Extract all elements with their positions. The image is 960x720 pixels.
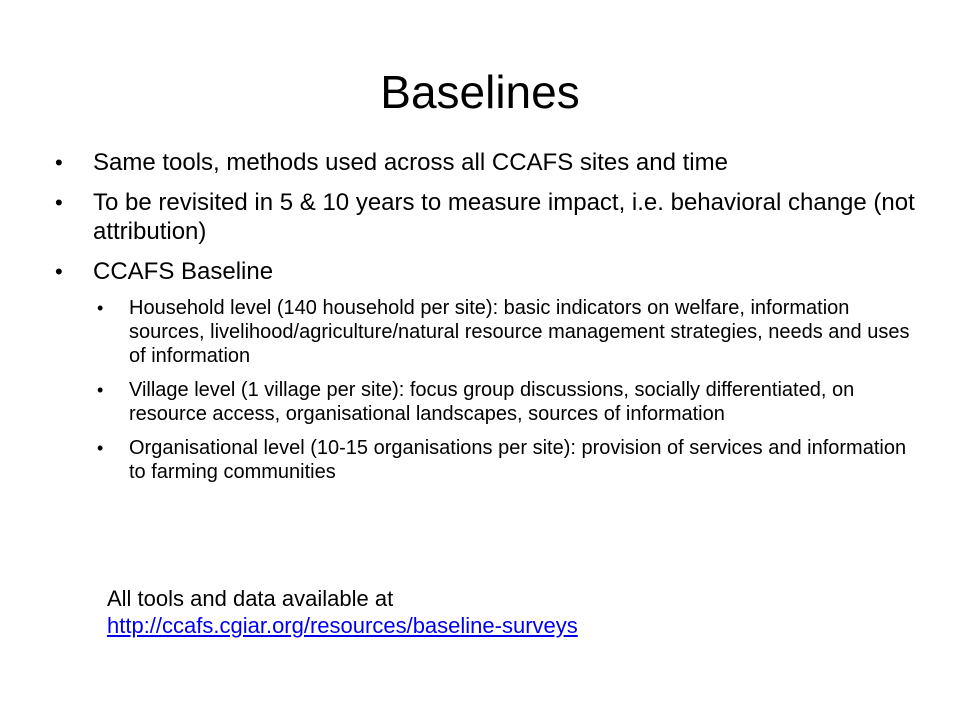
baseline-surveys-link[interactable]: http://ccafs.cgiar.org/resources/baseline-surveys	[107, 613, 578, 638]
bullet-icon: •	[97, 380, 104, 400]
bullet-icon: •	[55, 259, 63, 284]
sub-bullet-text: Organisational level (10-15 organisations per site): provision of services and information to farming communities	[129, 437, 907, 483]
bullet-text: CCAFS Baseline	[93, 258, 274, 285]
slide-title: Baselines	[380, 66, 580, 118]
bullet-item	[55, 257, 915, 484]
bullet-list	[55, 148, 915, 484]
bullet-item	[55, 148, 915, 177]
sub-bullet-item	[93, 436, 915, 484]
bullet-icon: •	[55, 190, 63, 215]
bullet-icon: •	[55, 150, 63, 175]
sub-bullet-item	[93, 378, 915, 426]
sub-bullet-text: Village level (1 village per site): focus group discussions, socially differentiated, on resource access, organisational landscapes, sources of information	[129, 379, 855, 425]
bullet-item	[55, 188, 915, 246]
sub-bullet-item	[93, 296, 915, 368]
slide-content	[55, 148, 915, 495]
bullet-text: To be revisited in 5 & 10 years to measure impact, i.e. behavioral change (not attribution)	[93, 189, 915, 245]
bullet-icon: •	[97, 438, 104, 458]
sub-bullet-list	[93, 296, 915, 484]
bullet-icon: •	[97, 298, 104, 318]
footer-note	[107, 585, 907, 639]
bullet-text: Same tools, methods used across all CCAFS sites and time	[93, 149, 728, 176]
sub-bullet-text: Household level (140 household per site): basic indicators on welfare, information sources, livelihood/agriculture/natural resource management strategies, needs and uses of information	[129, 297, 910, 367]
footer-text: All tools and data available at	[107, 586, 394, 611]
